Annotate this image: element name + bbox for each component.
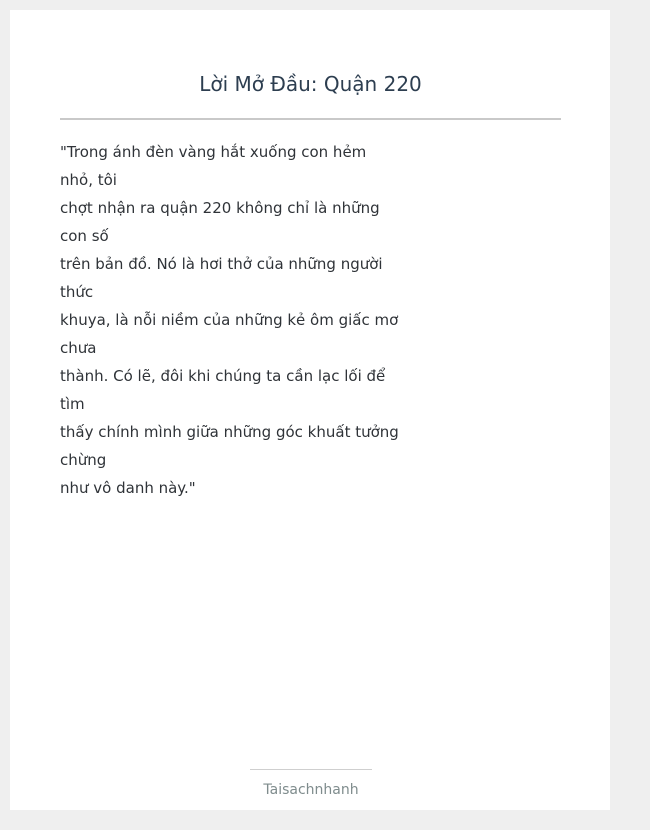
page-title: Lời Mở Đầu: Quận 220 — [60, 68, 561, 120]
paragraph-line-3: trên bản đồ. Nó là hơi thở của những người thức — [60, 255, 383, 301]
document-page — [10, 10, 610, 810]
paragraph-line-2: chợt nhận ra quận 220 không chỉ là những con số — [60, 199, 380, 245]
paragraph-line-6: thấy chính mình giữa những góc khuất tưởng chừng — [60, 423, 399, 469]
paragraph-line-1: "Trong ánh đèn vàng hắt xuống con hẻm nhỏ, tôi — [60, 143, 367, 189]
paragraph-line-4: khuya, là nỗi niềm của những kẻ ôm giấc mơ chưa — [60, 311, 399, 357]
paragraph-line-5: thành. Có lẽ, đôi khi chúng ta cần lạc lối để tìm — [60, 367, 386, 413]
footer-credit: Taisachnhanh — [250, 769, 372, 800]
paragraph-line-7: như vô danh này." — [60, 479, 196, 497]
intro-paragraph — [60, 138, 605, 502]
